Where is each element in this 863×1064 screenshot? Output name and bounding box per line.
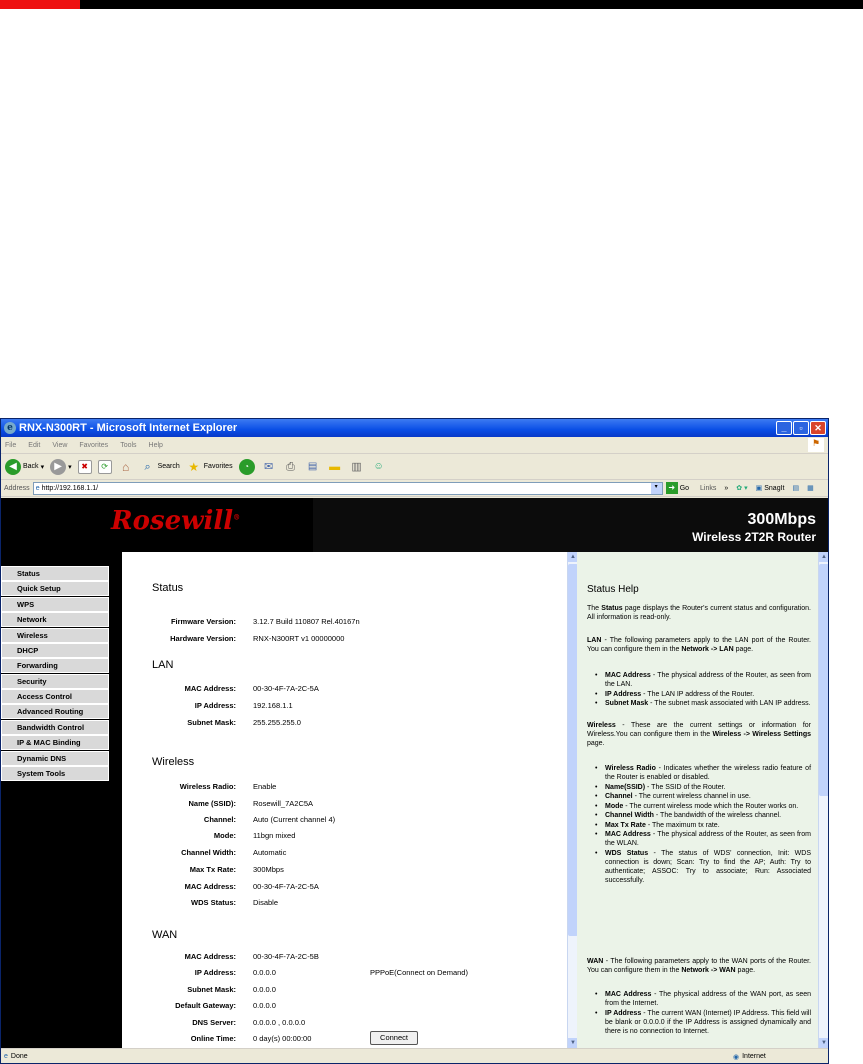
lan-ip-label: IP Address: xyxy=(194,701,236,710)
wl-mac-label: MAC Address: xyxy=(184,882,236,891)
stop-icon[interactable]: ✖ xyxy=(78,460,92,474)
wl-ssid-label: Name (SSID): xyxy=(188,799,236,808)
menu-tools[interactable]: Tools xyxy=(120,441,137,449)
page-icon: e xyxy=(35,484,40,492)
menu-view[interactable]: View xyxy=(52,441,68,449)
menu-file[interactable]: File xyxy=(5,441,17,449)
page-top-bar xyxy=(0,0,863,9)
help-wireless-item: • Wireless Radio - Indicates whether the wireless radio feature of the Router is enabled or disabled. xyxy=(599,764,811,782)
folder-icon[interactable]: ▬ xyxy=(329,460,341,473)
wl-radio-value: Enable xyxy=(253,782,277,791)
wan-dns-value: 0.0.0.0 , 0.0.0.0 xyxy=(253,1018,306,1027)
wan-mac-label: MAC Address: xyxy=(184,952,236,961)
globe-icon: ◉ xyxy=(733,1053,740,1061)
menu-edit[interactable]: Edit xyxy=(28,441,41,449)
window-title: RNX-N300RT - Microsoft Internet Explorer xyxy=(19,422,238,434)
wl-width-value: Automatic xyxy=(253,848,287,857)
wan-online-value: 0 day(s) 00:00:00 xyxy=(253,1034,312,1043)
favorites-button[interactable]: ★ Favorites xyxy=(186,459,233,475)
address-bar xyxy=(1,480,828,497)
firmware-label: Firmware Version: xyxy=(170,617,236,626)
help-lan-item: • Subnet Mask - The subnet mask associated with LAN IP address. xyxy=(599,699,811,708)
nav-item-network[interactable]: Network xyxy=(1,612,109,627)
help-wireless-item: • Channel Width - The bandwidth of the wireless channel. xyxy=(599,811,811,820)
minimize-button[interactable]: _ xyxy=(776,421,792,435)
lan-ip-value: 192.168.1.1 xyxy=(253,701,293,710)
wan-mask-label: Subnet Mask: xyxy=(187,985,236,994)
help-wireless-item: • Name(SSID) - The SSID of the Router. xyxy=(599,783,811,792)
nav-item-advanced-routing[interactable]: Advanced Routing xyxy=(1,704,109,719)
connect-button[interactable]: Connect xyxy=(370,1031,418,1045)
toolbar xyxy=(1,454,828,480)
sidebar-nav xyxy=(1,552,122,1048)
nav-item-wireless[interactable]: Wireless xyxy=(1,628,109,643)
address-label: Address xyxy=(4,484,30,492)
browser-window xyxy=(0,418,829,1064)
help-title: Status Help xyxy=(587,584,639,595)
hardware-label: Hardware Version: xyxy=(170,634,236,643)
help-scroll-up-icon[interactable]: ▲ xyxy=(819,552,829,562)
help-wan-item: • IP Address - The current WAN (Internet) IP Address. This field will be blank or 0.0.0.0 if the IP Address is assigned dynamically and there is no connection to Internet. xyxy=(599,1009,811,1036)
address-dropdown-icon[interactable]: ▾ xyxy=(651,483,662,494)
nav-item-status[interactable]: Status xyxy=(1,566,109,581)
banner-model: Wireless 2T2R Router xyxy=(692,530,816,544)
hardware-value: RNX-N300RT v1 00000000 xyxy=(253,634,345,643)
status-panel xyxy=(122,552,567,1048)
wl-wds-label: WDS Status: xyxy=(191,898,236,907)
nav-item-ip-mac-binding[interactable]: IP & MAC Binding xyxy=(1,735,109,750)
mail-icon[interactable]: ✉ xyxy=(263,460,274,473)
wl-channel-label: Channel: xyxy=(203,815,236,824)
wl-width-label: Channel Width: xyxy=(181,848,236,857)
wan-ip-value: 0.0.0.0 xyxy=(253,968,276,977)
status-bar xyxy=(1,1048,828,1064)
router-banner xyxy=(1,498,828,552)
wl-mac-value: 00-30-4F-7A-2C-5A xyxy=(253,882,319,891)
lan-mac-value: 00-30-4F-7A-2C-5A xyxy=(253,684,319,693)
edit-icon[interactable]: ▤ xyxy=(307,460,318,472)
menu-bar xyxy=(1,437,828,454)
wan-mac-value: 00-30-4F-7A-2C-5B xyxy=(253,952,319,961)
wl-radio-label: Wireless Radio: xyxy=(179,782,236,791)
refresh-icon[interactable]: ⟳ xyxy=(98,460,112,474)
help-lan-intro: LAN - The following parameters apply to the LAN port of the Router. You can configure them in the Network -> LAN page. xyxy=(587,637,812,653)
snagit-icon: ▣ xyxy=(755,485,763,492)
maximize-button[interactable]: ▫ xyxy=(793,421,809,435)
help-scrollbar[interactable] xyxy=(818,552,828,1048)
page-top-accent xyxy=(0,0,80,9)
help-panel xyxy=(577,552,820,1048)
nav-item-quick-setup[interactable]: Quick Setup xyxy=(1,581,109,596)
address-url: http://192.168.1.1/ xyxy=(41,484,99,492)
home-icon[interactable]: ⌂ xyxy=(121,459,130,474)
help-wireless-item: • WDS Status - The status of WDS' connection, Init: WDS connection is down; Scan: Try to find the AP; Auth: Try to authenticate; ASSOC: Try to associate; Run: Associated successfully. xyxy=(599,849,811,885)
wan-ip-label: IP Address: xyxy=(194,968,236,977)
nav-item-access-control[interactable]: Access Control xyxy=(1,689,109,704)
search-icon: ⌕ xyxy=(144,460,151,473)
page-content xyxy=(1,552,828,1048)
wan-gateway-label: Default Gateway: xyxy=(175,1001,236,1010)
help-wan-item: • MAC Address - The physical address of the WAN port, as seen from the Internet. xyxy=(599,990,811,1008)
help-lan-item: • IP Address - The LAN IP address of the Router. xyxy=(599,690,811,699)
wan-connection-type: PPPoE(Connect on Demand) xyxy=(370,968,468,977)
wireless-title: Wireless xyxy=(152,756,195,768)
wan-gateway-value: 0.0.0.0 xyxy=(253,1001,276,1010)
wl-rate-value: 300Mbps xyxy=(253,865,284,874)
nav-item-security[interactable]: Security xyxy=(1,674,109,689)
links-button[interactable]: Links xyxy=(700,484,717,492)
status-page-icon: e xyxy=(4,1053,8,1060)
nav-item-bandwidth-control[interactable]: Bandwidth Control xyxy=(1,720,109,735)
scroll-up-icon[interactable]: ▲ xyxy=(568,552,578,562)
help-wireless-item: • MAC Address - The physical address of the Router, as seen from the WLAN. xyxy=(599,830,811,848)
help-wan-intro: WAN - The following parameters apply to the WAN ports of the Router. You can configure them in the Network -> WAN page. xyxy=(587,958,811,974)
address-input[interactable] xyxy=(33,482,663,495)
lan-title: LAN xyxy=(152,659,174,671)
lan-mask-label: Subnet Mask: xyxy=(187,718,236,727)
research-icon[interactable]: ▥ xyxy=(351,460,362,473)
wl-mode-label: Mode: xyxy=(213,831,236,840)
help-intro: The Status page displays the Router's current status and configuration. All information is read-only. xyxy=(587,605,811,621)
wl-ssid-value: Rosewill_7A2C5A xyxy=(253,799,314,808)
help-scroll-down-icon[interactable]: ▼ xyxy=(819,1038,829,1048)
chevron-right-icon[interactable]: » xyxy=(724,484,729,492)
wl-mode-value: 11bgn mixed xyxy=(253,831,296,840)
forward-arrow-icon: ▶ xyxy=(50,459,66,475)
go-button[interactable]: ➜ Go xyxy=(666,482,689,494)
wl-wds-value: Disable xyxy=(253,898,279,907)
search-button[interactable]: ⌕ Search xyxy=(140,459,180,475)
nav-item-dhcp[interactable]: DHCP xyxy=(1,643,109,658)
forward-button[interactable]: ▶ ▾ xyxy=(50,459,72,475)
go-arrow-icon: ➜ xyxy=(666,482,678,494)
status-title: Status xyxy=(152,582,184,594)
firmware-value: 3.12.7 Build 110807 Rel.40167n xyxy=(253,617,360,626)
menu-help[interactable]: Help xyxy=(148,441,163,449)
nav-item-wps[interactable]: WPS xyxy=(1,597,109,612)
help-scroll-thumb[interactable] xyxy=(819,564,829,796)
ie-icon: e xyxy=(4,422,16,434)
help-wan-list xyxy=(599,990,811,1036)
help-wireless-item: • Mode - The current wireless mode which the Router works on. xyxy=(599,802,811,811)
capture-icon[interactable]: ▤ xyxy=(792,485,800,492)
help-lan-list xyxy=(599,671,811,709)
wl-channel-value: Auto (Current channel 4) xyxy=(253,815,336,824)
main-scrollbar[interactable] xyxy=(567,552,577,1048)
windows-logo-icon: ⚑ xyxy=(808,438,824,452)
wan-mask-value: 0.0.0.0 xyxy=(253,985,276,994)
lan-mac-label: MAC Address: xyxy=(184,684,236,693)
wan-title: WAN xyxy=(152,929,178,941)
snagit-button[interactable]: ▣ SnagIt xyxy=(755,484,785,492)
scroll-down-icon[interactable]: ▼ xyxy=(568,1038,578,1048)
nav-item-system-tools[interactable]: System Tools xyxy=(1,766,109,781)
help-wireless-item: • Max Tx Rate - The maximum tx rate. xyxy=(599,821,811,830)
security-zone: ◉ Internet xyxy=(733,1053,766,1061)
lan-mask-value: 255.255.255.0 xyxy=(253,718,301,727)
nav-item-dynamic-dns[interactable]: Dynamic DNS xyxy=(1,751,109,766)
help-wireless-item: • Channel - The current wireless channel in use. xyxy=(599,792,811,801)
status-text: Done xyxy=(10,1053,28,1060)
menu-favorites[interactable]: Favorites xyxy=(79,441,109,449)
help-wireless-list xyxy=(599,764,811,885)
wl-rate-label: Max Tx Rate: xyxy=(189,865,236,874)
title-bar xyxy=(1,419,828,437)
wan-online-label: Online Time: xyxy=(190,1034,236,1043)
banner-speed: 300Mbps xyxy=(747,511,816,528)
wan-dns-label: DNS Server: xyxy=(192,1018,236,1027)
back-arrow-icon: ◀ xyxy=(5,459,21,475)
help-wireless-intro: Wireless - These are the current settings or information for Wireless.You can configure them in the Wireless -> Wireless Settings page. xyxy=(587,722,812,747)
messenger-icon[interactable]: ☺ xyxy=(373,460,384,472)
rosewill-logo: Rosewill® xyxy=(111,506,241,536)
nav-item-forwarding[interactable]: Forwarding xyxy=(1,658,109,673)
window-capture-icon[interactable]: ▦ xyxy=(807,485,814,492)
print-icon[interactable]: ⎙ xyxy=(286,460,295,473)
toolbar-extension-icon[interactable]: ✿ ▾ xyxy=(736,485,748,492)
history-icon[interactable]: ◔ xyxy=(239,459,255,475)
star-icon: ★ xyxy=(188,459,200,474)
back-button[interactable]: ◀ Back ▾ xyxy=(5,459,44,475)
help-lan-item: • MAC Address - The physical address of the Router, as seen from the LAN. xyxy=(599,671,811,689)
close-button[interactable]: ✕ xyxy=(810,421,826,435)
